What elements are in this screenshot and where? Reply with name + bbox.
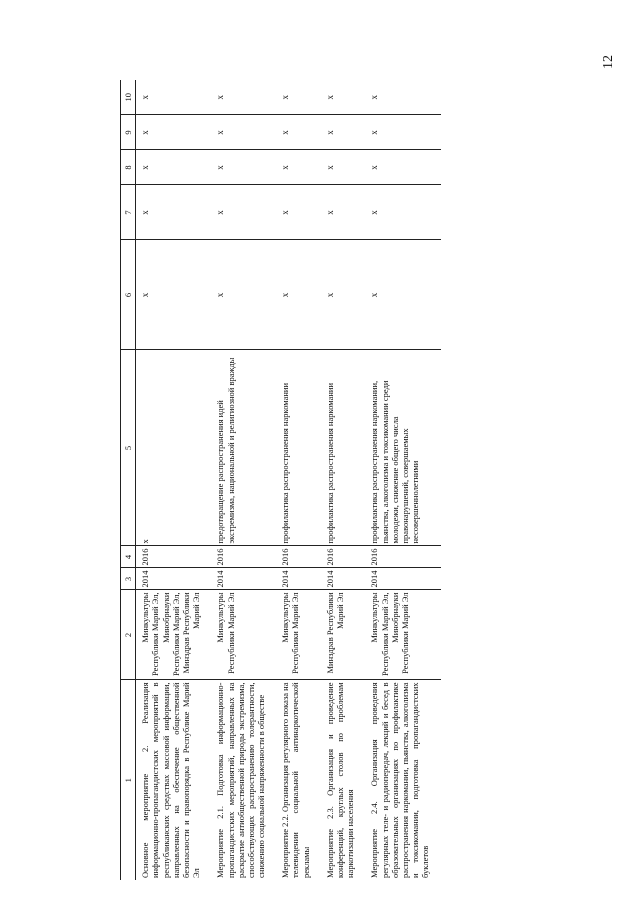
header-col-2: 2 [121, 590, 136, 680]
col8-value: x [211, 150, 276, 185]
col10-value: x [321, 80, 366, 115]
table-row [321, 80, 366, 880]
start-year: 2014 [136, 568, 212, 590]
header-col-8: 8 [121, 150, 136, 185]
expected-result: профилактика распространения наркомании, пьянства, алкоголизма и токсикомании среди молодежи, снижение общего числа правонарушений, совершаемых несовершеннолетними [365, 350, 440, 546]
end-year: 2016 [136, 546, 212, 568]
col10-value: x [365, 80, 440, 115]
col7-value: x [136, 185, 212, 240]
expected-result: профилактика распространения наркомании [276, 350, 321, 546]
col10-value: x [276, 80, 321, 115]
table-row [136, 80, 212, 880]
header-col-5: 5 [121, 350, 136, 546]
header-col-10: 10 [121, 80, 136, 115]
expected-result: профилактика распространения наркомании [321, 350, 366, 546]
table-row [276, 80, 321, 880]
activity-name: Мероприятие 2.4. Организация проведения регулярных теле- и радиопередач, лекций и бесед в образовательных организациях по профилактике распространения наркомании, пьянства, алкоголизма и токсикомании, подготовка пропагандистских буклетов [369, 682, 431, 878]
col7-value: x [211, 185, 276, 240]
header-col-1: 1 [121, 680, 136, 880]
rotated-table-container [120, 80, 510, 880]
executor: Минкультуры Республики Марий Эл [276, 590, 321, 680]
col9-value: x [211, 115, 276, 150]
header-col-3: 3 [121, 568, 136, 590]
header-col-7: 7 [121, 185, 136, 240]
header-col-9: 9 [121, 115, 136, 150]
executor: Минкультуры Республики Марий Эл, Минобрнауки Республики Марий Эл, Минздрав Республики Марий Эл [136, 590, 212, 680]
col7-value: x [365, 185, 440, 240]
col10-value: x [211, 80, 276, 115]
col9-value: x [365, 115, 440, 150]
executor: Минкультуры Республики Марий Эл, Минобрнауки Республики Марий Эл [365, 590, 440, 680]
end-year: 2016 [211, 546, 276, 568]
start-year: 2014 [276, 568, 321, 590]
activity-name: Мероприятие 2.2. Организация регулярного показа на телевидении социальной антинаркотической рекламы [280, 682, 311, 878]
col9-value: x [321, 115, 366, 150]
col6-value: x [211, 240, 276, 350]
col9-value: x [136, 115, 212, 150]
expected-result: предотвращение распространения идей экстремизма, национальной и религиозной вражды [211, 350, 276, 546]
col7-value: x [321, 185, 366, 240]
executor: Минздрав Республики Марий Эл [321, 590, 366, 680]
expected-result: x [136, 350, 212, 546]
table-header-row [121, 80, 136, 880]
start-year: 2014 [211, 568, 276, 590]
activity-name: Мероприятие 2.3. Организация и проведение конференций, круглых столов по проблемам наркотизации населения [324, 682, 356, 878]
end-year: 2016 [276, 546, 321, 568]
col6-value: x [321, 240, 366, 350]
start-year: 2014 [321, 568, 366, 590]
activity-name: Мероприятие 2.1. Подготовка информационно-пропагандистских мероприятий, направленных на раскрытие антиобщественной природы экстремизма, способствующих распространению толерантности, снижению социальной напряженности в обществе [215, 682, 267, 878]
page-number-text: 12 [601, 55, 616, 69]
start-year: 2014 [365, 568, 440, 590]
col8-value: x [365, 150, 440, 185]
table-row [365, 80, 440, 880]
col7-value: x [276, 185, 321, 240]
col8-value: x [136, 150, 212, 185]
col10-value: x [136, 80, 212, 115]
col6-value: x [365, 240, 440, 350]
executor: Минкультуры Республики Марий Эл [211, 590, 276, 680]
end-year: 2016 [321, 546, 366, 568]
table-row [211, 80, 276, 880]
col9-value: x [276, 115, 321, 150]
header-col-6: 6 [121, 240, 136, 350]
col8-value: x [276, 150, 321, 185]
col6-value: x [136, 240, 212, 350]
activity-name: Основное мероприятие 2. Реализация информационно-пропагандистских мероприятий в республиканских средствах массовой информации, направленных на обеспечение общественной безопасности и правопорядка в Республике Марий Эл [140, 682, 202, 878]
col6-value: x [276, 240, 321, 350]
col8-value: x [321, 150, 366, 185]
header-col-4: 4 [121, 546, 136, 568]
page-number [594, 44, 624, 80]
end-year: 2016 [365, 546, 440, 568]
program-activities-table [120, 80, 441, 880]
